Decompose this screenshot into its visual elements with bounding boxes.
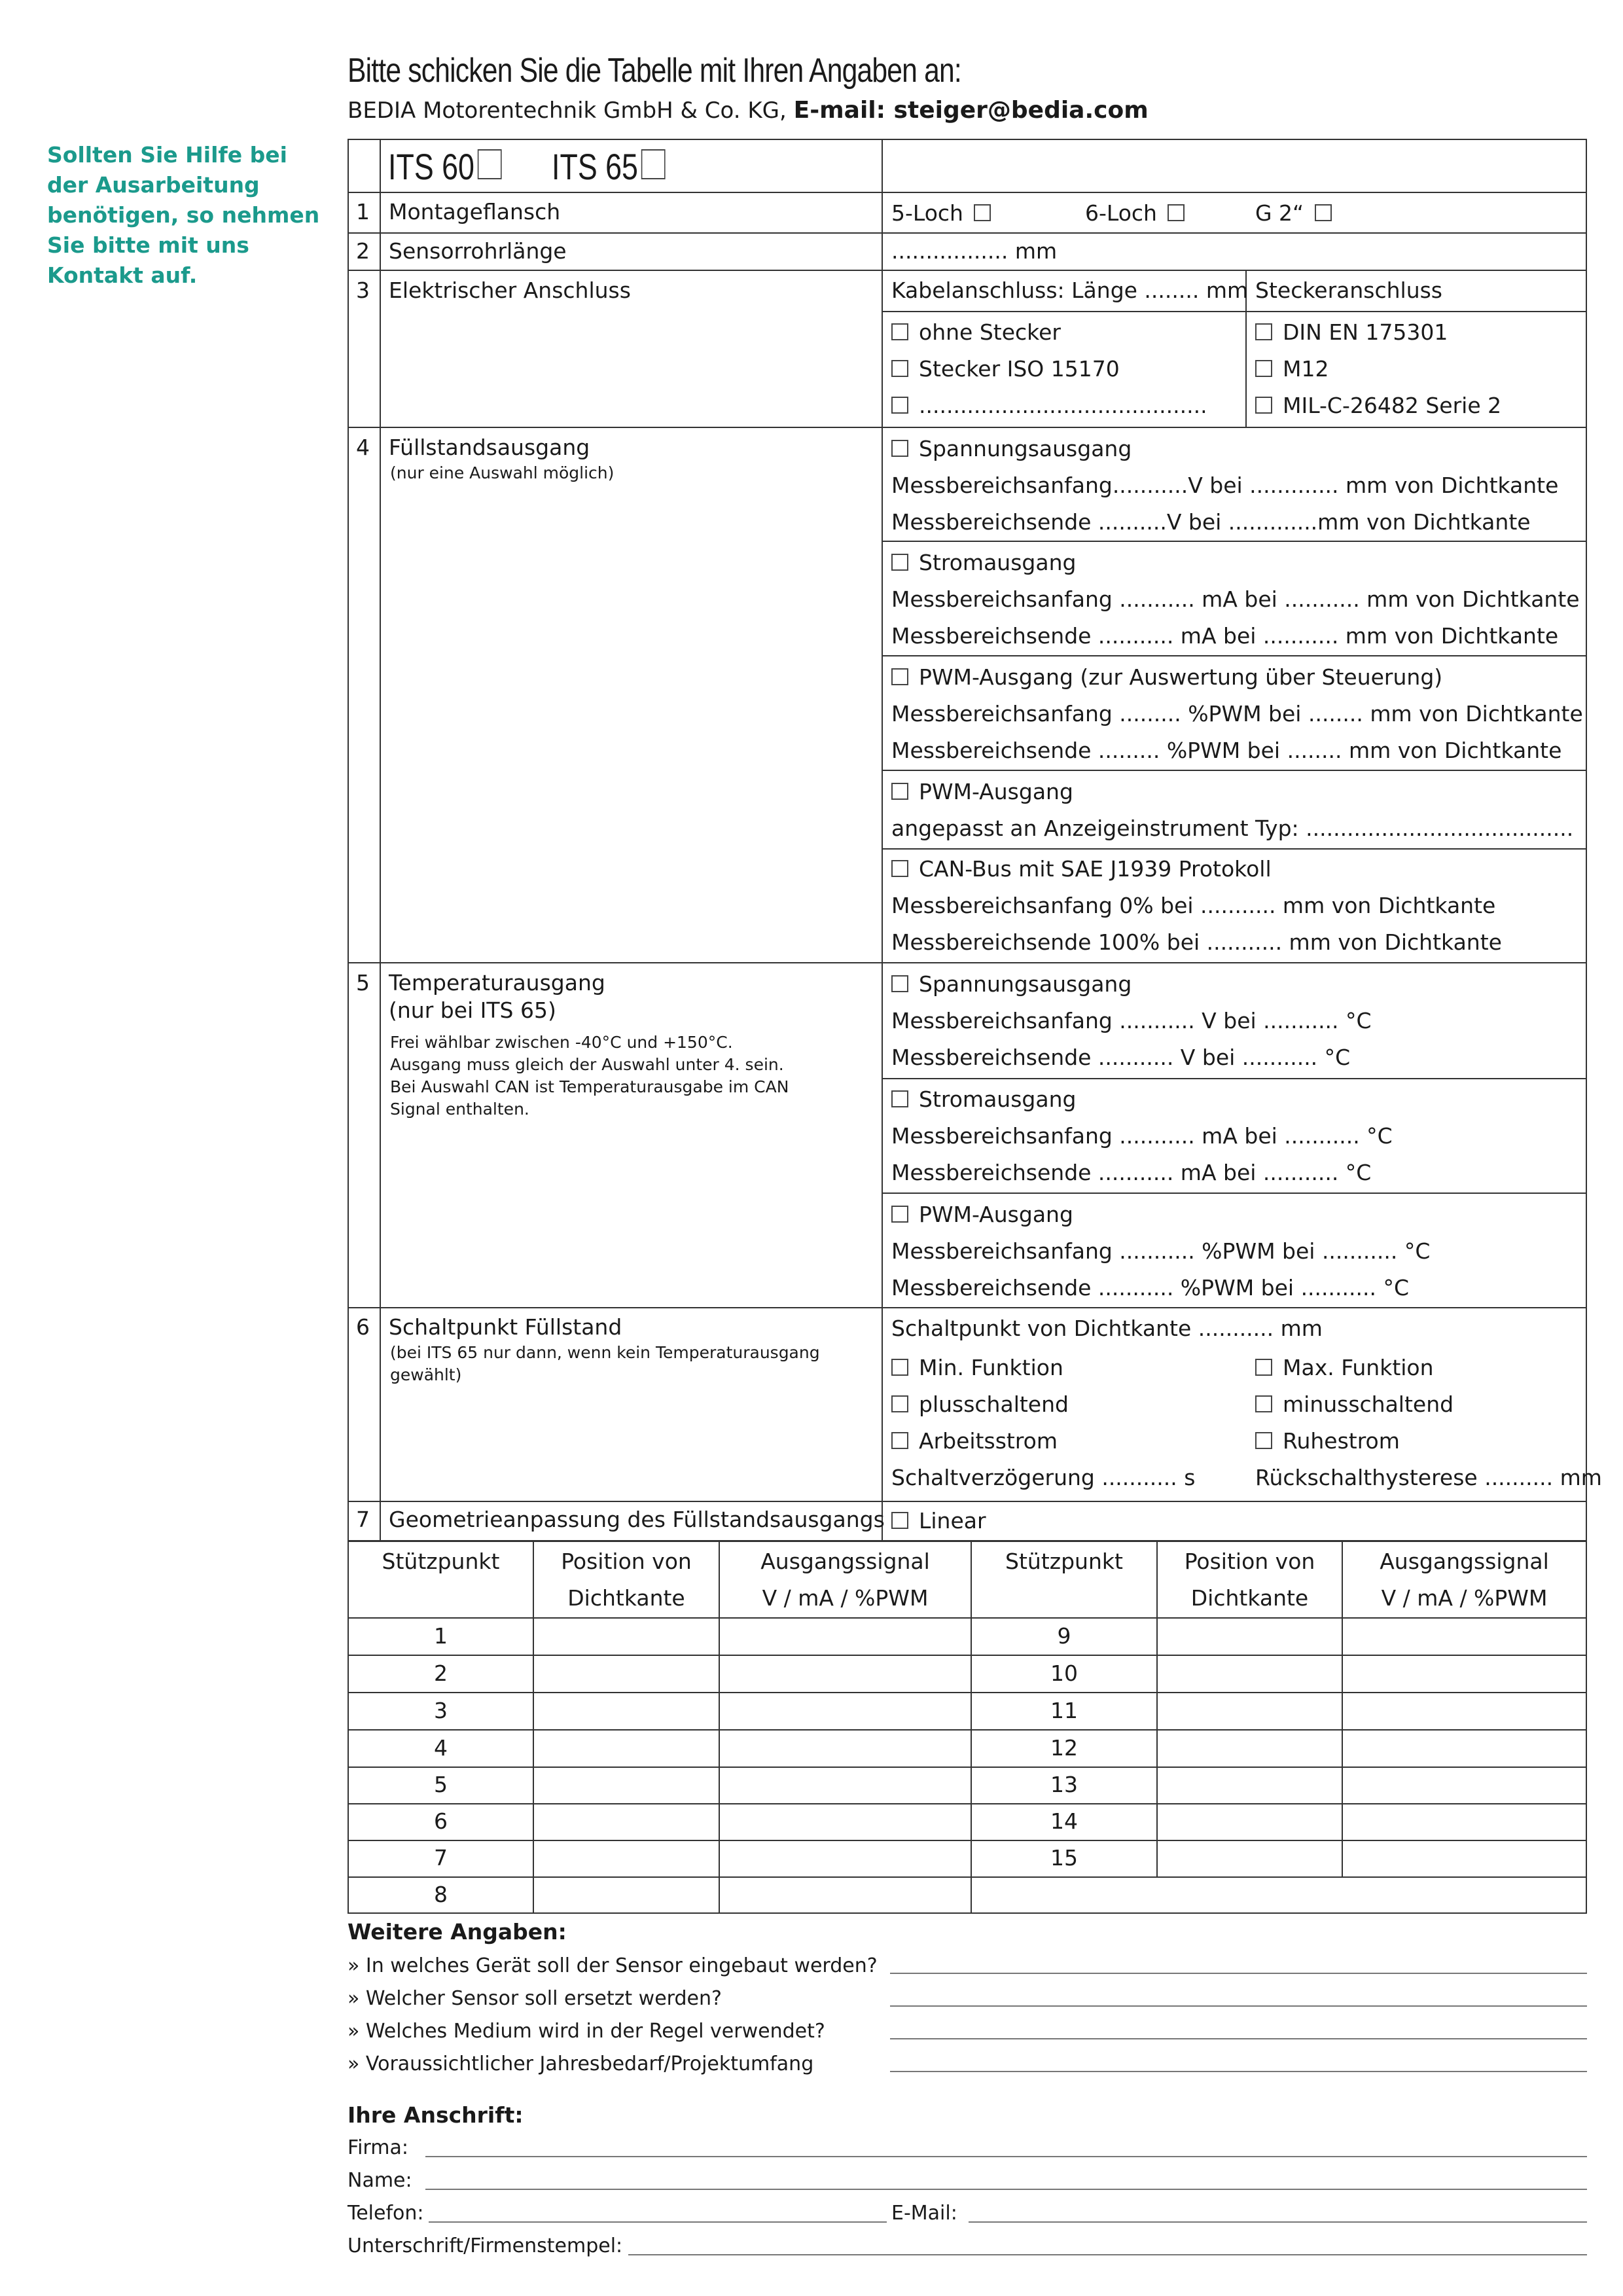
option-stecker-iso[interactable]: Stecker ISO 15170 — [891, 356, 1120, 382]
col-header-stuetzpunkt: Stützpunkt — [382, 1549, 500, 1574]
support-point-number: 13 — [1050, 1772, 1078, 1797]
option-min-funktion[interactable]: Min. Funktion — [891, 1355, 1063, 1381]
option-mil-c[interactable]: MIL-C-26482 Serie 2 — [1255, 393, 1501, 419]
row-number: 5 — [356, 970, 370, 996]
col-header-position-2: Dichtkante — [1190, 1585, 1309, 1611]
option-minusschaltend[interactable]: minusschaltend — [1255, 1391, 1454, 1418]
range-start-field[interactable]: Messbereichsanfang ........... %PWM bei ........... °C — [891, 1238, 1431, 1264]
row-note: (bei ITS 65 nur dann, wenn kein Temperaturausgang — [390, 1343, 820, 1362]
support-point-number: 5 — [434, 1772, 448, 1797]
support-point-number: 6 — [434, 1808, 448, 1834]
more-info-title: Weitere Angaben: — [348, 1919, 567, 1945]
row-number: 7 — [356, 1507, 370, 1532]
row-note: gewählt) — [390, 1365, 462, 1384]
support-point-number: 15 — [1050, 1845, 1078, 1871]
label-name: Name: — [348, 2169, 412, 2192]
col-header-position: Position von — [1184, 1549, 1315, 1574]
help-note: Sollten Sie Hilfe bei der Ausarbeitung benötigen, so nehmen Sie bitte mit uns Kontakt auf. — [47, 142, 320, 288]
support-point-number: 2 — [434, 1660, 448, 1686]
model-its65[interactable]: ITS 65 — [552, 145, 666, 188]
its60-checkbox[interactable] — [478, 149, 502, 179]
range-end-field[interactable]: Messbereichsende ......... %PWM bei ........ mm von Dichtkante — [891, 738, 1562, 763]
range-end-field[interactable]: Messbereichsende ..........V bei .............mm von Dichtkante — [891, 509, 1531, 535]
label-telefon: Telefon: — [348, 2202, 424, 2225]
option-5-loch[interactable]: 5-Loch — [891, 200, 1001, 226]
option-ohne-stecker[interactable]: ohne Stecker — [891, 319, 1061, 346]
question-demand: » Voraussichtlicher Jahresbedarf/Projektumfang — [348, 2053, 814, 2075]
its65-checkbox[interactable] — [641, 149, 666, 179]
row-label-fuellstandsausgang: Füllstandsausgang — [389, 435, 590, 460]
row-label-temperaturausgang: Temperaturausgang — [389, 970, 605, 996]
page-title: Bitte schicken Sie die Tabelle mit Ihren Angaben an: — [348, 52, 961, 90]
option-pwm-steuerung[interactable]: PWM-Ausgang (zur Auswertung über Steuerung) — [891, 664, 1442, 691]
range-start-field[interactable]: Messbereichsanfang ........... mA bei ........... °C — [891, 1123, 1393, 1149]
email-address[interactable]: E-mail: steiger@bedia.com — [793, 97, 1149, 124]
range-end-field[interactable]: Messbereichsende 100% bei ........... mm von Dichtkante — [891, 929, 1502, 955]
col-header-signal-unit: V / mA / %PWM — [1381, 1585, 1548, 1611]
range-end-field[interactable]: Messbereichsende ........... %PWM bei ........... °C — [891, 1275, 1409, 1300]
recipient-line — [348, 97, 1149, 124]
support-point-number: 14 — [1050, 1808, 1078, 1834]
option-arbeitsstrom[interactable]: Arbeitsstrom — [891, 1428, 1058, 1454]
support-point-number: 8 — [434, 1882, 448, 1907]
range-start-field[interactable]: Messbereichsanfang ........... mA bei ........... mm von Dichtkante — [891, 586, 1580, 612]
name-field[interactable] — [425, 2189, 1587, 2190]
option-temp-pwm[interactable]: PWM-Ausgang — [891, 1202, 1073, 1228]
range-start-field[interactable]: Messbereichsanfang...........V bei ............. mm von Dichtkante — [891, 473, 1559, 498]
telefon-field[interactable] — [429, 2221, 887, 2223]
col-header-signal-unit: V / mA / %PWM — [762, 1585, 929, 1611]
col-header-signal: Ausgangssignal — [1380, 1549, 1549, 1574]
sensor-length-field[interactable]: ................. mm — [891, 238, 1058, 264]
row-note: Ausgang muss gleich der Auswahl unter 4. sein. — [390, 1055, 784, 1074]
switchpoint-field[interactable]: Schaltpunkt von Dichtkante ........... mm — [891, 1316, 1323, 1341]
range-start-field[interactable]: Messbereichsanfang ......... %PWM bei ........ mm von Dichtkante — [891, 701, 1583, 726]
answer-line[interactable] — [890, 1973, 1587, 1974]
company-name: BEDIA Motorentechnik GmbH & Co. KG, — [348, 98, 787, 124]
cable-length-field[interactable]: Kabelanschluss: Länge ........ mm — [891, 278, 1249, 303]
option-temp-spannung[interactable]: Spannungsausgang — [891, 971, 1132, 997]
support-point-number: 3 — [434, 1698, 448, 1723]
option-plusschaltend[interactable]: plusschaltend — [891, 1391, 1069, 1418]
row-note: Frei wählbar zwischen -40°C und +150°C. — [390, 1033, 733, 1052]
col-header-signal: Ausgangssignal — [760, 1549, 930, 1574]
answer-line[interactable] — [890, 2005, 1587, 2007]
option-stromausgang[interactable]: Stromausgang — [891, 550, 1076, 576]
model-its60[interactable]: ITS 60 — [388, 145, 502, 188]
support-point-number: 9 — [1057, 1623, 1071, 1649]
option-din-en[interactable]: DIN EN 175301 — [1255, 319, 1448, 346]
address-title: Ihre Anschrift: — [348, 2102, 524, 2128]
row-number: 4 — [356, 435, 370, 460]
hysteresis-field[interactable]: Rückschalthysterese .......... mm — [1255, 1465, 1602, 1490]
row-sublabel: (nur bei ITS 65) — [389, 997, 556, 1023]
question-medium: » Welches Medium wird in der Regel verwendet? — [348, 2020, 825, 2043]
delay-field[interactable]: Schaltverzögerung ........... s — [891, 1465, 1196, 1490]
label-firma: Firma: — [348, 2136, 408, 2159]
option-m12[interactable]: M12 — [1255, 356, 1329, 382]
row-label-elektrischer-anschluss: Elektrischer Anschluss — [389, 278, 631, 303]
row-number: 1 — [356, 199, 370, 224]
option-linear[interactable]: Linear — [891, 1508, 986, 1534]
option-max-funktion[interactable]: Max. Funktion — [1255, 1355, 1434, 1381]
row-note: Bei Auswahl CAN ist Temperaturausgabe im CAN — [390, 1077, 789, 1096]
instrument-type-field[interactable]: angepasst an Anzeigeinstrument Typ: ....................................... — [891, 816, 1574, 841]
answer-line[interactable] — [890, 2038, 1587, 2039]
row-label-schaltpunkt: Schaltpunkt Füllstand — [389, 1314, 622, 1340]
label-email: E-Mail: — [891, 2202, 957, 2225]
firma-field[interactable] — [425, 2156, 1587, 2157]
row-label-geometrieanpassung: Geometrieanpassung des Füllstandsausgangs — [389, 1507, 885, 1532]
row-note: (nur eine Auswahl möglich) — [390, 463, 615, 482]
range-end-field[interactable]: Messbereichsende ........... mA bei ........... °C — [891, 1160, 1372, 1185]
row-note: Signal enthalten. — [390, 1100, 529, 1119]
option-ruhestrom[interactable]: Ruhestrom — [1255, 1428, 1400, 1454]
range-end-field[interactable]: Messbereichsende ........... V bei ........... °C — [891, 1045, 1351, 1070]
answer-line[interactable] — [890, 2071, 1587, 2072]
label-signature: Unterschrift/Firmenstempel: — [348, 2234, 623, 2257]
col-header-stuetzpunkt: Stützpunkt — [1005, 1549, 1123, 1574]
option-g2[interactable]: G 2“ — [1255, 200, 1342, 226]
col-header-position-2: Dichtkante — [567, 1585, 685, 1611]
support-point-number: 12 — [1050, 1735, 1078, 1761]
option-can-bus[interactable]: CAN-Bus mit SAE J1939 Protokoll — [891, 856, 1272, 882]
email-field[interactable] — [969, 2221, 1587, 2223]
option-cable-other[interactable]: .......................................... — [891, 393, 1207, 419]
range-end-field[interactable]: Messbereichsende ........... mA bei ........... mm von Dichtkante — [891, 623, 1559, 649]
range-start-field[interactable]: Messbereichsanfang ........... V bei ........... °C — [891, 1008, 1372, 1033]
question-sensor: » Welcher Sensor soll ersetzt werden? — [348, 1987, 722, 2010]
option-6-loch[interactable]: 6-Loch — [1085, 200, 1195, 226]
option-spannungsausgang[interactable]: Spannungsausgang — [891, 436, 1132, 462]
support-point-number: 1 — [434, 1623, 448, 1649]
signature-field[interactable] — [628, 2254, 1587, 2255]
support-point-number: 10 — [1050, 1660, 1078, 1686]
support-point-number: 7 — [434, 1845, 448, 1871]
row-number: 3 — [356, 278, 370, 303]
row-label-montageflansch: Montageflansch — [389, 199, 561, 224]
support-point-number: 4 — [434, 1735, 448, 1761]
row-number: 2 — [356, 238, 370, 264]
support-point-number: 11 — [1050, 1698, 1078, 1723]
question-device: » In welches Gerät soll der Sensor eingebaut werden? — [348, 1954, 878, 1977]
col-header-position: Position von — [561, 1549, 692, 1574]
range-start-field[interactable]: Messbereichsanfang 0% bei ........... mm von Dichtkante — [891, 893, 1496, 918]
option-temp-strom[interactable]: Stromausgang — [891, 1086, 1076, 1113]
option-pwm-anzeige[interactable]: PWM-Ausgang — [891, 779, 1073, 805]
row-label-sensorrohrlaenge: Sensorrohrlänge — [389, 238, 567, 264]
plug-connection-label: Steckeranschluss — [1255, 278, 1442, 303]
row-number: 6 — [356, 1314, 370, 1340]
